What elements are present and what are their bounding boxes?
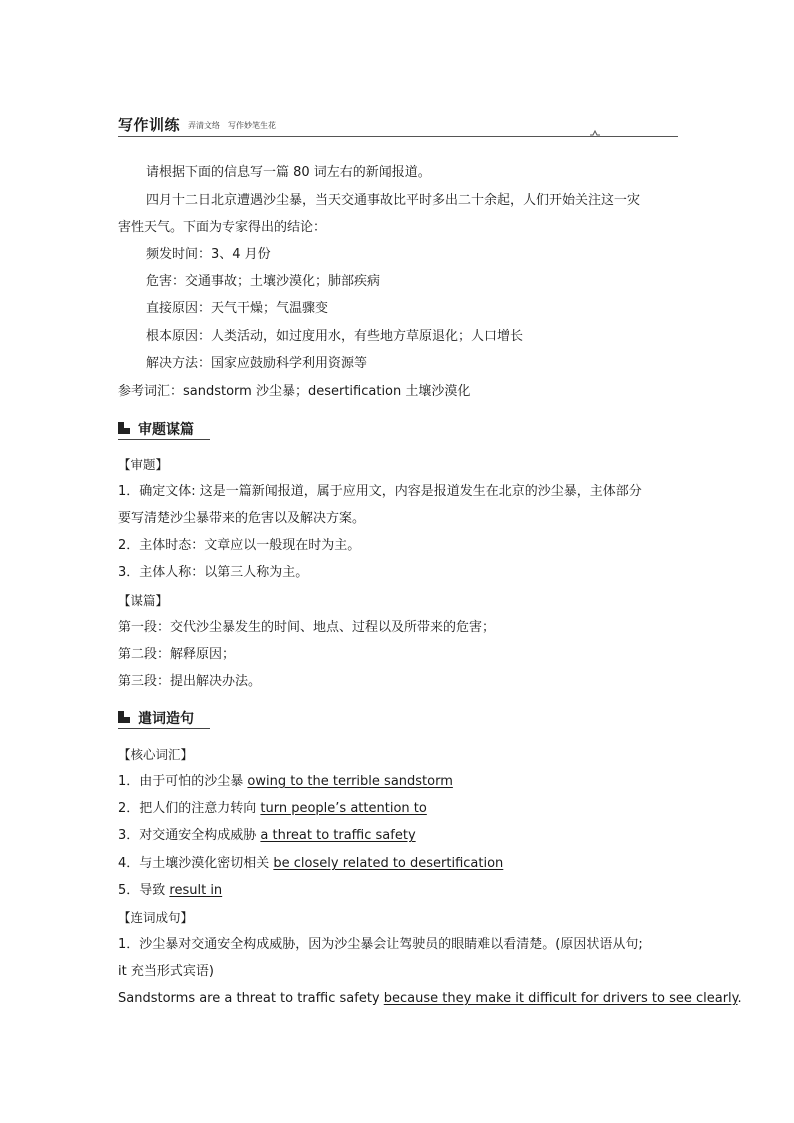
sentence-en-period: . [737, 991, 742, 1006]
section-heading-analysis [118, 418, 210, 440]
section-header [118, 114, 678, 140]
fact-harm: 危害：交通事故；土壤沙漠化；肺部疾病 [146, 274, 381, 289]
analysis-label: 【审题】 [118, 457, 169, 472]
sentence-label: 【连词成句】 [118, 910, 194, 925]
section-rule [118, 728, 210, 729]
sentence-cn-line-2: it 充当形式宾语) [118, 964, 214, 979]
vocab-en: a threat to traffic safety [260, 828, 416, 843]
plan-line-2: 第二段：解释原因； [118, 647, 236, 662]
vocab-en: be closely related to desertification [273, 856, 504, 871]
vocab-item [118, 855, 503, 873]
vocab-en: turn people’s attention to [260, 801, 427, 816]
fact-frequency: 频发时间：3、4 月份 [146, 247, 271, 262]
vocab-en: result in [169, 883, 223, 898]
header-title: 写作训练 [118, 116, 181, 134]
core-vocab-label: 【核心词汇】 [118, 747, 194, 762]
header-subtitle: 弄清文络 写作妙笔生花 [188, 121, 276, 130]
section-square-icon [118, 422, 130, 434]
intro-line-1: 四月十二日北京遭遇沙尘暴，当天交通事故比平时多出二十余起，人们开始关注这一灾 [146, 193, 641, 208]
plan-label: 【谋篇】 [118, 593, 169, 608]
analysis-line-1: 1．确定文体: 这是一篇新闻报道，属于应用文，内容是报道发生在北京的沙尘暴，主体部分 [118, 484, 642, 499]
reference-vocab: 参考词汇：sandstorm 沙尘暴；desertification 土壤沙漠化 [118, 384, 471, 399]
fact-direct-cause: 直接原因：天气干燥；气温骤变 [146, 301, 329, 316]
vocab-item [118, 827, 416, 845]
header-notch-icon [590, 129, 600, 137]
analysis-line-3: 2．主体时态：文章应以一般现在时为主。 [118, 538, 361, 553]
analysis-line-4: 3．主体人称：以第三人称为主。 [118, 565, 309, 580]
vocab-item [118, 882, 222, 900]
instruction-text: 请根据下面的信息写一篇 80 词左右的新闻报道。 [146, 165, 431, 180]
vocab-cn: 5．导致 [118, 883, 170, 898]
plan-line-3: 第三段：提出解决办法。 [118, 674, 262, 689]
intro-line-2: 害性天气。下面为专家得出的结论： [118, 220, 327, 235]
vocab-en: owing to the terrible sandstorm [247, 774, 453, 789]
section-square-icon [118, 711, 130, 723]
vocab-cn: 2．把人们的注意力转向 [118, 801, 261, 816]
section-title: 审题谋篇 [138, 422, 194, 438]
section-rule [118, 439, 210, 440]
sentence-en-answer: because they make it difficult for drivers to see clearly [383, 991, 738, 1006]
vocab-item [118, 800, 427, 818]
fact-root-cause: 根本原因：人类活动，如过度用水，有些地方草原退化；人口增长 [146, 329, 524, 344]
section-heading-wording [118, 707, 210, 729]
vocab-cn: 4．与土壤沙漠化密切相关 [118, 856, 274, 871]
sentence-cn-line-1: 1．沙尘暴对交通安全构成威胁，因为沙尘暴会让驾驶员的眼睛难以看清楚。(原因状语从句; [118, 937, 643, 952]
sentence-en [118, 990, 742, 1008]
vocab-cn: 3．对交通安全构成威胁 [118, 828, 261, 843]
sentence-en-plain: Sandstorms are a threat to traffic safety [118, 991, 384, 1006]
vocab-item [118, 773, 453, 791]
analysis-line-2: 要写清楚沙尘暴带来的危害以及解决方案。 [118, 511, 366, 526]
vocab-cn: 1．由于可怕的沙尘暴 [118, 774, 248, 789]
fact-solution: 解决方法：国家应鼓励科学利用资源等 [146, 356, 368, 371]
plan-line-1: 第一段：交代沙尘暴发生的时间、地点、过程以及所带来的危害； [118, 620, 496, 635]
section-title: 遣词造句 [138, 711, 194, 727]
